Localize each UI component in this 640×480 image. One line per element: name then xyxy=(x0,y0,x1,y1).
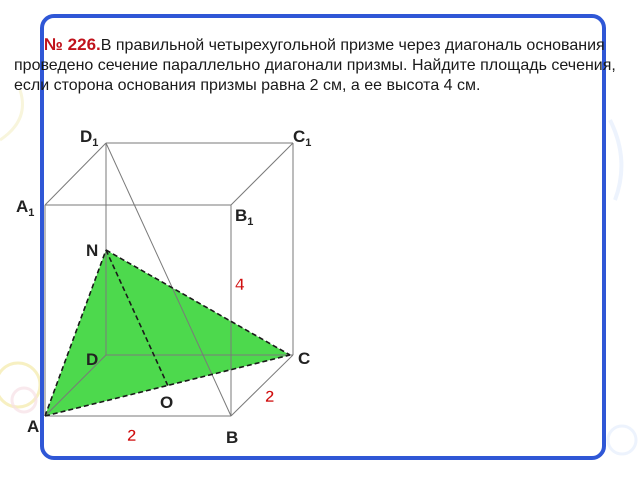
label-d1: $D_1$ xyxy=(80,127,99,149)
section-triangle xyxy=(45,250,290,416)
label-c: C xyxy=(298,349,311,368)
measure-side-ab: 2 xyxy=(127,426,137,445)
edge-b1-c1 xyxy=(231,143,293,205)
problem-number: № 226. xyxy=(44,35,101,54)
label-a1: $A_1$ xyxy=(16,197,35,219)
label-o: O xyxy=(160,393,174,412)
label-b: B xyxy=(226,428,239,447)
label-n: N xyxy=(86,241,99,260)
label-a: A xyxy=(27,417,40,436)
label-d: D xyxy=(86,350,99,369)
measure-side-bc: 2 xyxy=(265,387,275,406)
edge-d1-a1 xyxy=(45,143,106,205)
measure-height: 4 xyxy=(235,275,245,294)
problem-body: В правильной четырехугольной призме через диагональ основания проведено сечение параллельно диагонали призмы. Найдите площадь сечения, если сторона основания призмы равна 2 см, а ее высота 4 см. xyxy=(14,37,616,94)
label-b1: $B_1$ xyxy=(235,206,254,228)
label-c1: $C_1$ xyxy=(293,127,312,149)
